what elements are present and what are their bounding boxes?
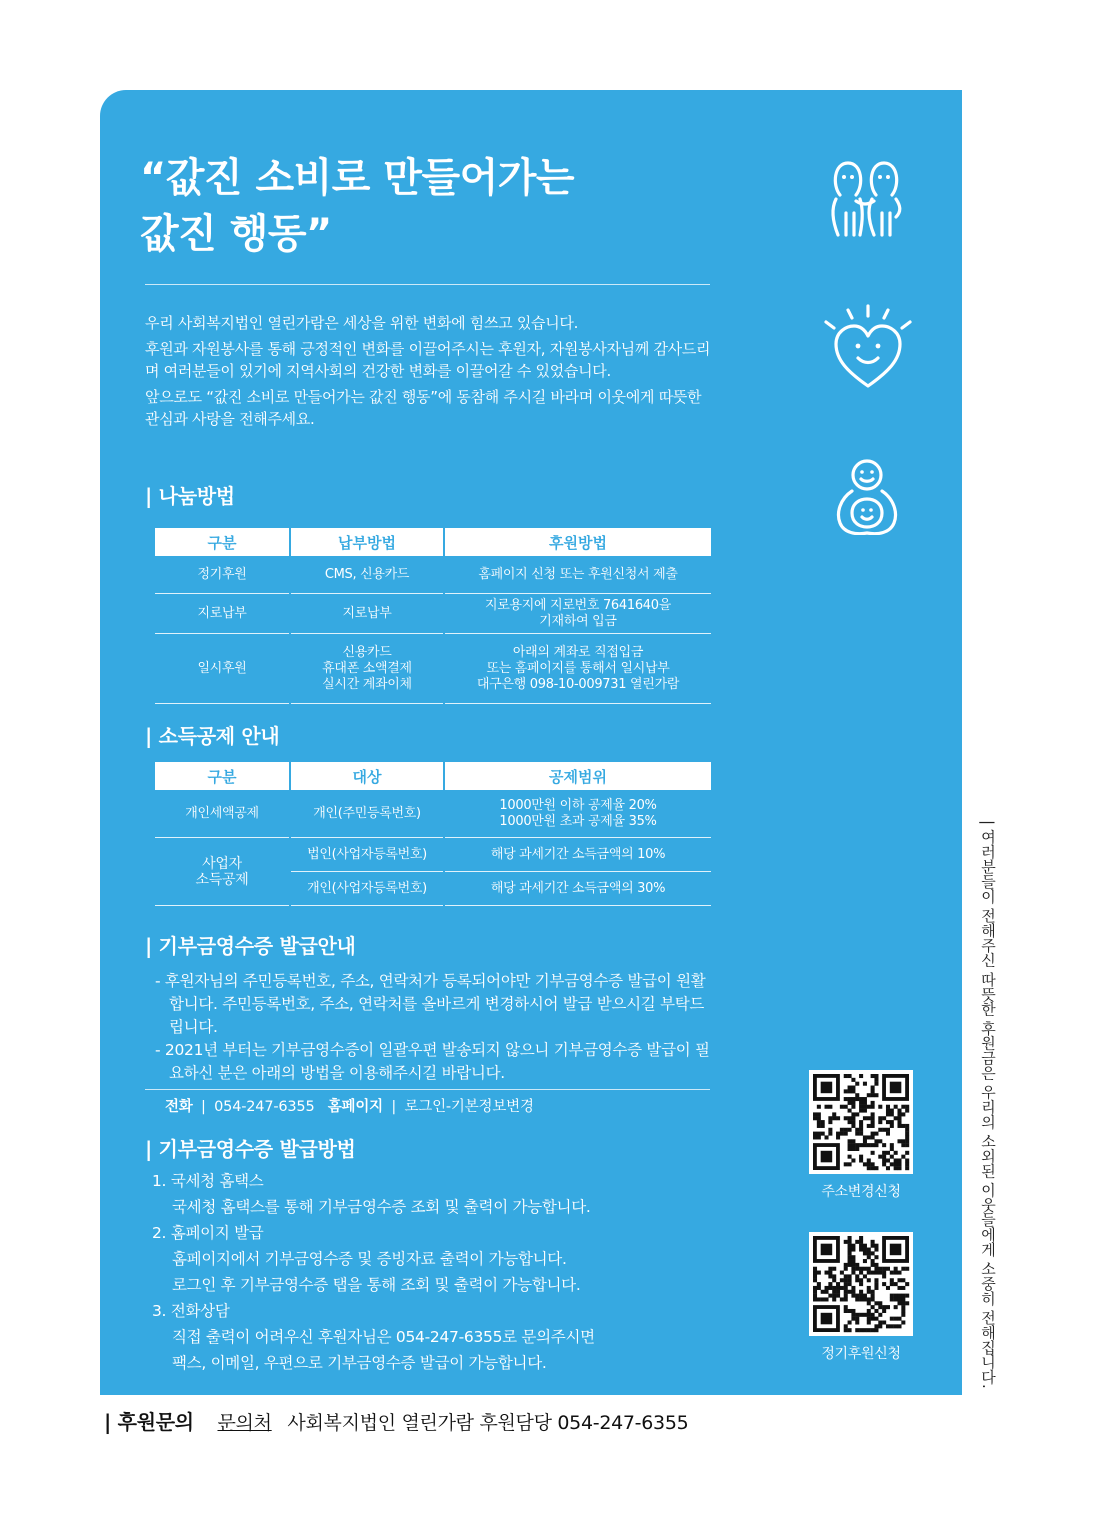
- table-cell: 아래의 계좌로 직접입금 또는 홈페이지를 통해서 일시납부 대구은행 098-10-009731 열린가람: [445, 634, 711, 704]
- address-change-qr[interactable]: [809, 1070, 913, 1174]
- table-cell: 해당 과세기간 소득금액의 30%: [445, 872, 711, 906]
- step-title: 3. 전화상담: [152, 1302, 230, 1320]
- step-title: 2. 홈페이지 발급: [152, 1224, 264, 1242]
- table-row: [155, 838, 711, 872]
- table-cell: 정기후원: [155, 556, 289, 594]
- qr-code-icon: [809, 1070, 913, 1174]
- header-method: 후원방법: [445, 528, 711, 556]
- homepage-label: 홈페이지: [327, 1099, 383, 1115]
- table-cell: 개인(주민등록번호): [291, 790, 443, 838]
- table-cell: CMS, 신용카드: [291, 556, 443, 594]
- table-cell: 사업자 소득공제: [155, 838, 289, 906]
- phone-label: 전화: [165, 1099, 193, 1115]
- page-title: “값진 소비로 만들어가는 값진 행동”: [140, 155, 575, 257]
- side-message: | 여러분들이 전해주신 따뜻한 후원금은 우리의 소외된 이웃들에게 소중히 전해집니다.: [979, 820, 997, 1389]
- heart-face-icon: [822, 302, 914, 390]
- table-cell: 일시후원: [155, 634, 289, 704]
- step-desc: 팩스, 이메일, 우편으로 기부금영수증 발급이 가능합니다.: [172, 1354, 547, 1372]
- header-target: 대상: [291, 762, 443, 790]
- sharing-table: [153, 528, 713, 704]
- inquiry-label: 문의처: [217, 1412, 272, 1434]
- intro-paragraph: 앞으로도 “값진 소비로 만들어가는 값진 행동”에 동참해 주시길 바라며 이웃에게 따뜻한 관심과 사랑을 전해주세요.: [145, 388, 702, 428]
- intro-paragraph: 후원과 자원봉사를 통해 긍정적인 변화를 이끌어주시는 후원자, 자원봉사자님께 감사드리며 여러분들이 있기에 지역사회의 건강한 변화를 이끌어갈 수 있었습니다.: [145, 340, 711, 380]
- header-category: 구분: [155, 762, 289, 790]
- receipt-notes: [155, 970, 715, 1085]
- table-header-row: [155, 762, 711, 790]
- table-cell: 지로용지에 지로번호 7641640을 기재하여 입금: [445, 594, 711, 634]
- header-payment: 납부방법: [291, 528, 443, 556]
- table-cell: 해당 과세기간 소득금액의 10%: [445, 838, 711, 872]
- table-cell: 지로납부: [291, 594, 443, 634]
- regular-donation-label: 정기후원신청: [821, 1346, 901, 1362]
- table-cell: 지로납부: [155, 594, 289, 634]
- title-divider: [145, 284, 710, 285]
- receipt-contact: [165, 1095, 534, 1116]
- table-header-row: [155, 528, 711, 556]
- tax-section-title: | 소득공제 안내: [145, 724, 280, 748]
- inquiry-text: 사회복지법인 열린가람 후원담당 054-247-6355: [287, 1412, 689, 1434]
- address-change-label: 주소변경신청: [821, 1184, 901, 1200]
- table-row: [155, 634, 711, 704]
- table-row: [155, 594, 711, 634]
- phone-number[interactable]: 054-247-6355: [214, 1099, 315, 1115]
- table-row: [155, 790, 711, 838]
- tax-table: [153, 762, 713, 906]
- sharing-section-title: | 나눔방법: [145, 484, 235, 508]
- header-category: 구분: [155, 528, 289, 556]
- table-row: [155, 556, 711, 594]
- hug-icon: [832, 455, 902, 535]
- intro-paragraph: 우리 사회복지법인 열린가람은 세상을 위한 변화에 힘쓰고 있습니다.: [145, 314, 579, 332]
- method-section-title: | 기부금영수증 발급방법: [145, 1137, 356, 1161]
- header-range: 공제범위: [445, 762, 711, 790]
- footer-contact: [104, 1406, 688, 1435]
- table-cell: 개인세액공제: [155, 790, 289, 838]
- table-cell: 홈페이지 신청 또는 후원신청서 제출: [445, 556, 711, 594]
- step-title: 1. 국세청 홈택스: [152, 1172, 264, 1190]
- regular-donation-qr[interactable]: [809, 1232, 913, 1336]
- table-cell: 개인(사업자등록번호): [291, 872, 443, 906]
- table-cell: 법인(사업자등록번호): [291, 838, 443, 872]
- notes-divider: [145, 1089, 710, 1090]
- step-desc: 국세청 홈택스를 통해 기부금영수증 조회 및 출력이 가능합니다.: [172, 1198, 591, 1216]
- receipt-section-title: | 기부금영수증 발급안내: [145, 934, 356, 958]
- homepage-path: 로그인-기본정보변경: [404, 1099, 534, 1115]
- table-cell: 신용카드 휴대폰 소액결제 실시간 계좌이체: [291, 634, 443, 704]
- table-cell: 1000만원 이하 공제율 20% 1000만원 초과 공제율 35%: [445, 790, 711, 838]
- note-item: - 후원자님의 주민등록번호, 주소, 연락처가 등록되어야만 기부금영수증 발급이 원활합니다. 주민등록번호, 주소, 연락처를 올바르게 변경하시어 발급 받으시길 부탁드립니다.: [155, 972, 706, 1036]
- separator: |: [201, 1099, 206, 1115]
- note-item: - 2021년 부터는 기부금영수증이 일괄우편 발송되지 않으니 기부금영수증 발급이 필요하신 분은 아래의 방법을 이용해주시길 바랍니다.: [155, 1041, 710, 1082]
- step-desc: 직접 출력이 어려우신 후원자님은 054-247-6355로 문의주시면: [172, 1328, 595, 1346]
- two-people-icon: [826, 155, 906, 240]
- footer-label: | 후원문의: [104, 1410, 194, 1434]
- intro-text: [145, 312, 715, 434]
- separator: |: [391, 1099, 397, 1115]
- qr-code-icon: [809, 1232, 913, 1336]
- method-steps: [152, 1168, 712, 1376]
- step-desc: 홈페이지에서 기부금영수증 및 증빙자료 출력이 가능합니다.: [172, 1250, 567, 1268]
- step-desc: 로그인 후 기부금영수증 탭을 통해 조회 및 출력이 가능합니다.: [172, 1276, 581, 1294]
